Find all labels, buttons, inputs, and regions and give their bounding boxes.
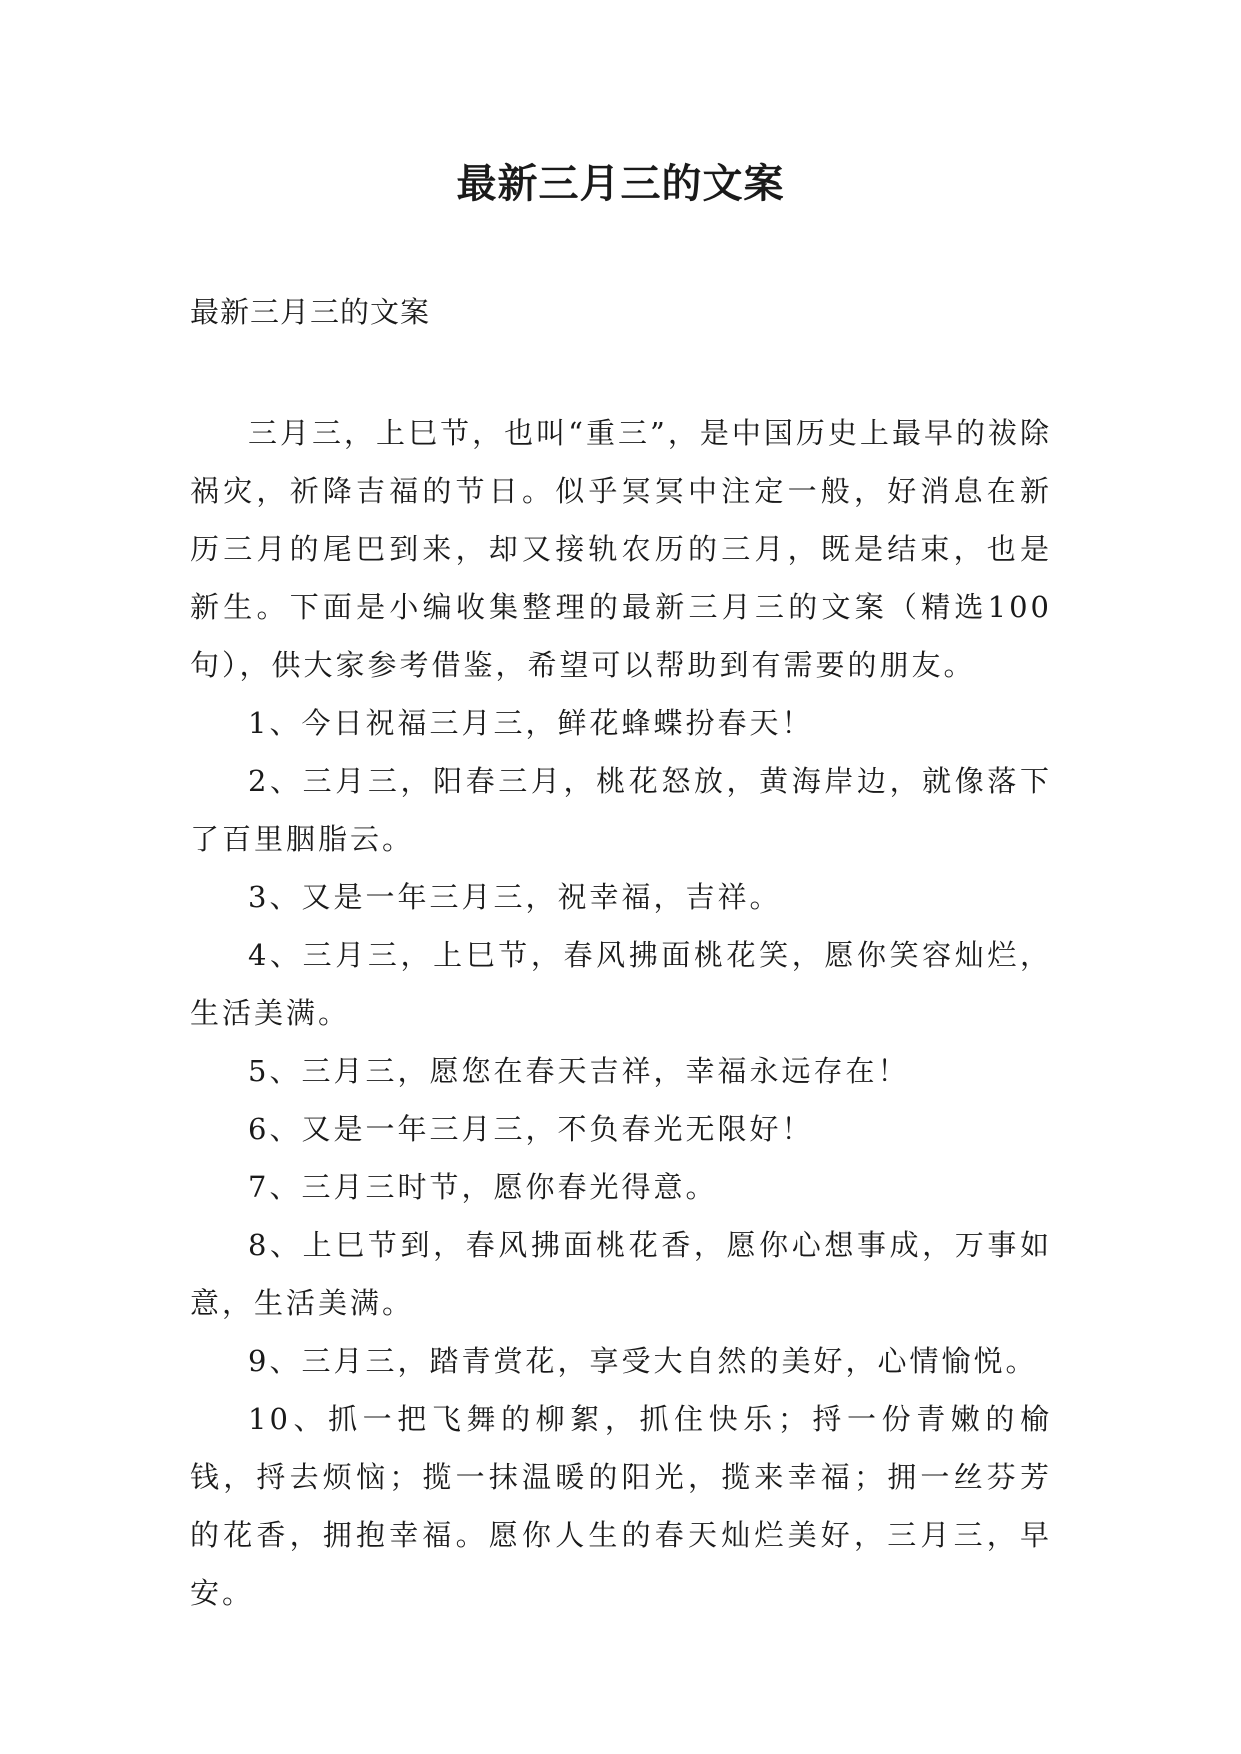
document-title: 最新三月三的文案	[456, 161, 785, 207]
list-item: 4、三月三，上巳节，春风拂面桃花笑，愿你笑容灿烂，生活美满。	[190, 938, 1052, 1030]
list-item: 7、三月三时节，愿你春光得意。	[248, 1170, 718, 1204]
list-item: 1、今日祝福三月三，鲜花蜂蝶扮春天！	[248, 706, 814, 740]
document-body	[190, 404, 1052, 1622]
list-item: 10、抓一把飞舞的柳絮，抓住快乐；捋一份青嫩的榆钱，捋去烦恼；揽一抹温暖的阳光，揽来幸福；拥一丝芬芳的花香，拥抱幸福。愿你人生的春天灿烂美好，三月三，早安。	[190, 1402, 1052, 1610]
intro-paragraph: 三月三，上巳节，也叫“重三”，是中国历史上最早的祓除祸灾，祈降吉福的节日。似乎冥冥中注定一般，好消息在新历三月的尾巴到来，却又接轨农历的三月，既是结束，也是新生。下面是小编收集整理的最新三月三的文案（精选100句），供大家参考借鉴，希望可以帮助到有需要的朋友。	[190, 416, 1052, 682]
list-item: 8、上巳节到，春风拂面桃花香，愿你心想事成，万事如意，生活美满。	[190, 1228, 1052, 1320]
list-item: 6、又是一年三月三，不负春光无限好！	[248, 1112, 814, 1146]
list-item: 9、三月三，踏青赏花，享受大自然的美好，心情愉悦。	[248, 1344, 1038, 1378]
list-item: 5、三月三，愿您在春天吉祥，幸福永远存在！	[248, 1054, 910, 1088]
list-item: 2、三月三，阳春三月，桃花怒放，黄海岸边，就像落下了百里胭脂云。	[190, 764, 1052, 856]
document-subtitle: 最新三月三的文案	[190, 295, 431, 329]
list-item: 3、又是一年三月三，祝幸福，吉祥。	[248, 880, 782, 914]
